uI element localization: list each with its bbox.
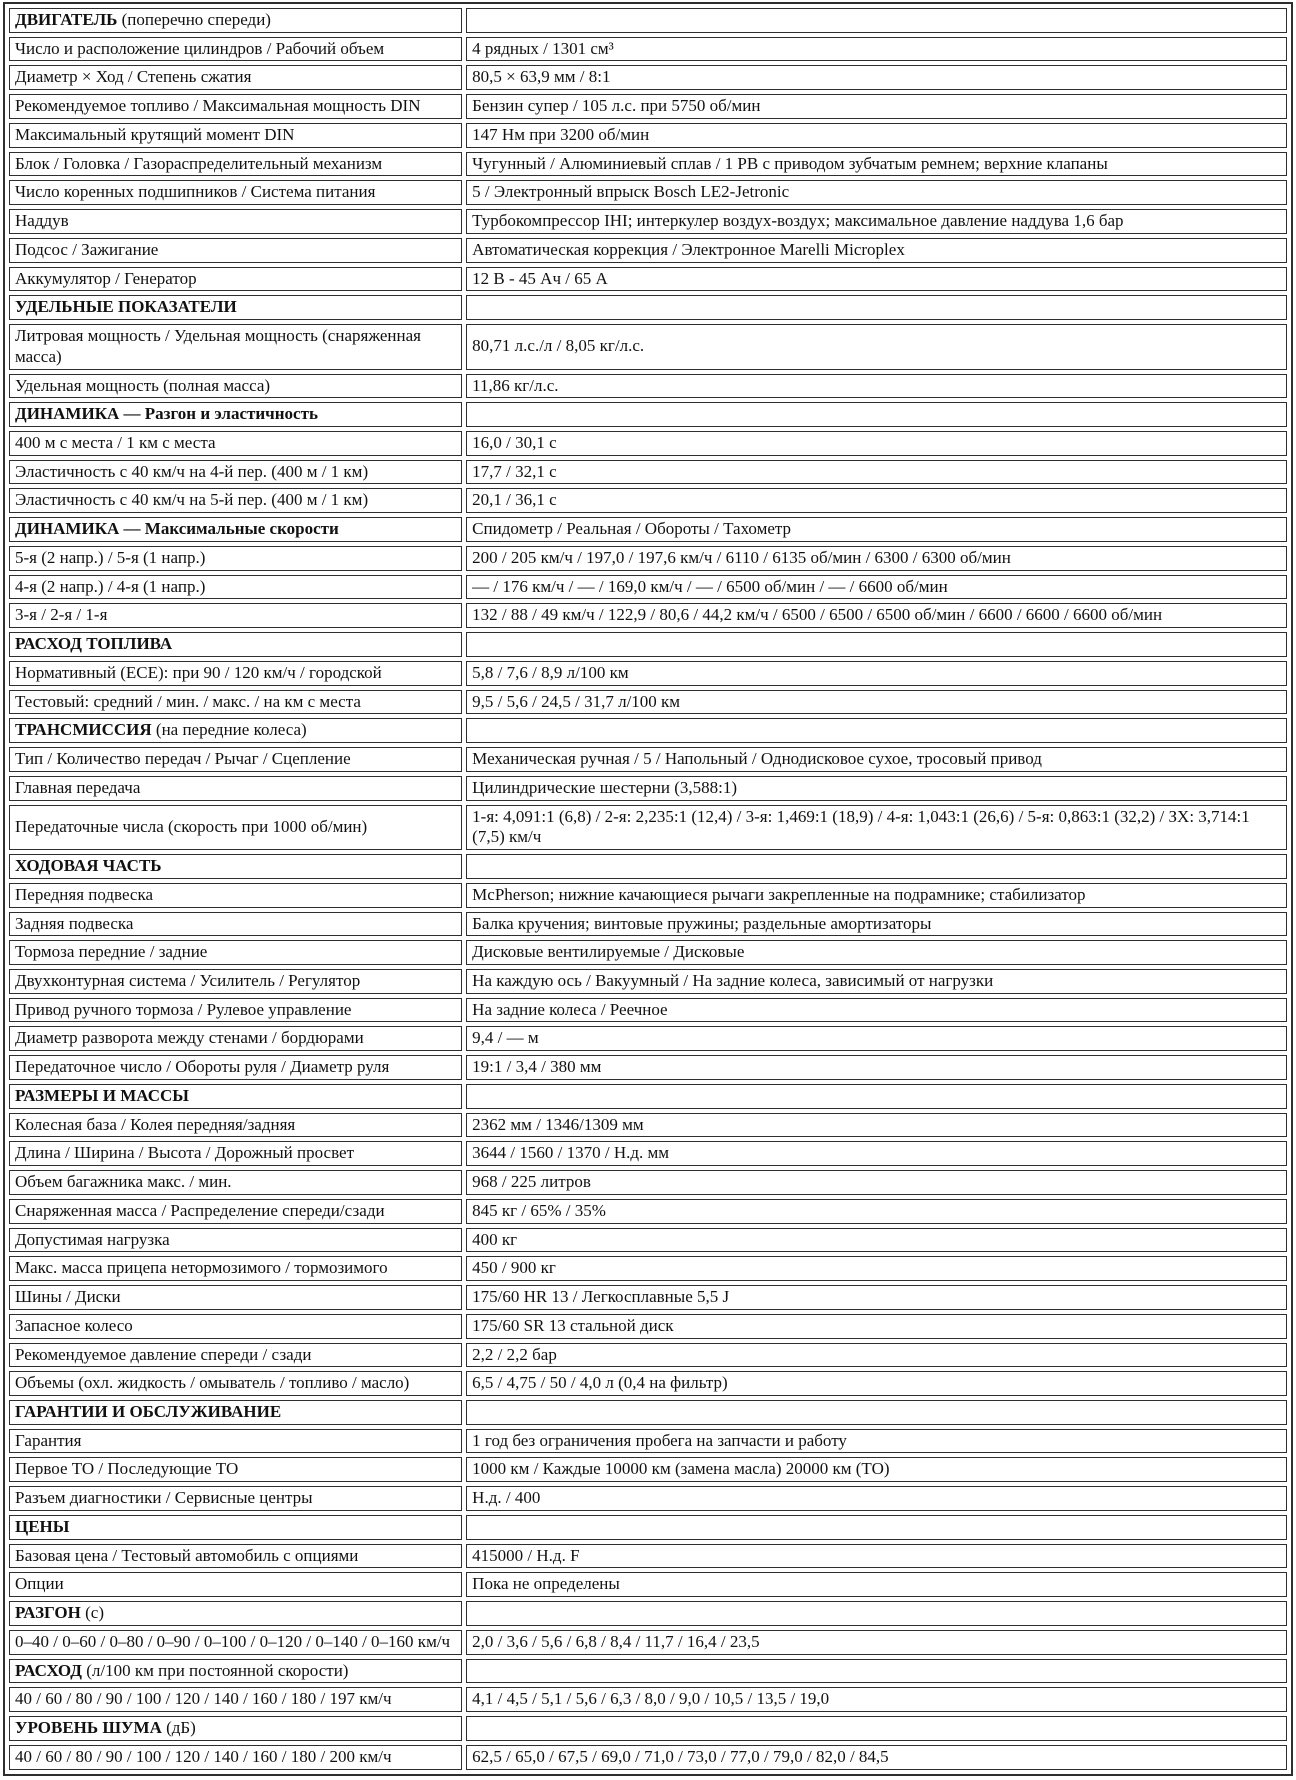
spec-value-cell — [466, 603, 1287, 628]
spec-value-text: 5 / Электронный впрыск Bosch LE2-Jetronic — [472, 182, 790, 202]
spec-value-cell — [466, 1572, 1287, 1597]
spec-label-cell — [9, 1371, 462, 1396]
spec-label-text: Тестовый: средний / мин. / макс. / на км с места — [15, 691, 361, 711]
spec-row — [9, 575, 1287, 600]
section-title-cell — [9, 402, 462, 427]
spec-row — [9, 661, 1287, 686]
spec-label-cell — [9, 1285, 462, 1310]
spec-row — [9, 431, 1287, 456]
spec-value-text: Бензин супер / 105 л.с. при 5750 об/мин — [472, 96, 761, 116]
spec-row — [9, 1572, 1287, 1597]
spec-row — [9, 883, 1287, 908]
section-title-text: РАЗМЕРЫ И МАССЫ — [15, 1085, 189, 1105]
spec-label-text: (л/100 км при постоянной скорости) — [81, 1660, 349, 1680]
spec-label-cell — [9, 776, 462, 801]
spec-value-text: 4 рядных / 1301 см³ — [472, 38, 614, 58]
spec-label-text: 4-я (2 напр.) / 4-я (1 напр.) — [15, 576, 206, 596]
spec-label-text: (на передние колеса) — [151, 720, 307, 740]
spec-label-cell — [9, 460, 462, 485]
spec-label-text: Объем багажника макс. / мин. — [15, 1172, 232, 1192]
spec-label-text: Число и расположение цилиндров / Рабочий объем — [15, 38, 385, 58]
spec-value-text: 200 / 205 км/ч / 197,0 / 197,6 км/ч / 6110 / 6135 об/мин / 6300 / 6300 об/мин — [472, 547, 1011, 567]
spec-value-text: 2,2 / 2,2 бар — [472, 1344, 557, 1364]
section-title-text: ГАРАНТИИ И ОБСЛУЖИВАНИЕ — [15, 1401, 282, 1421]
spec-value-cell — [466, 1141, 1287, 1166]
spec-table-body — [9, 8, 1287, 1770]
spec-row — [9, 603, 1287, 628]
spec-row — [9, 805, 1287, 850]
spec-value-text: McPherson; нижние качающиеся рычаги закрепленные на подрамнике; стабилизатор — [472, 884, 1086, 904]
spec-value-cell — [466, 1486, 1287, 1511]
spec-label-text: Подсос / Зажигание — [15, 239, 159, 259]
section-title-text: ДИНАМИКА — Разгон и эластичность — [15, 404, 318, 424]
spec-label-text: Шины / Диски — [15, 1287, 121, 1307]
spec-label-text: Нормативный (ECE): при 90 / 120 км/ч / городской — [15, 662, 382, 682]
section-title-text: РАСХОД — [15, 1660, 82, 1680]
spec-value-text: 20,1 / 36,1 с — [472, 490, 557, 510]
section-title-cell — [9, 1659, 462, 1684]
spec-value-cell — [466, 661, 1287, 686]
spec-value-text: 16,0 / 30,1 с — [472, 433, 557, 453]
spec-value-text: 1 год без ограничения пробега на запчасти и работу — [472, 1430, 847, 1450]
spec-row — [9, 1199, 1287, 1224]
spec-value-cell — [466, 632, 1287, 657]
spec-value-cell — [466, 1659, 1287, 1684]
spec-value-text: 2,0 / 3,6 / 5,6 / 6,8 / 8,4 / 11,7 / 16,4 / 23,5 — [472, 1631, 760, 1651]
spec-label-text: Передаточные числа (скорость при 1000 об/мин) — [15, 816, 368, 836]
spec-value-text: 9,5 / 5,6 / 24,5 / 31,7 л/100 км — [472, 691, 681, 711]
spec-label-text: Блок / Головка / Газораспределительный механизм — [15, 153, 383, 173]
spec-value-cell — [466, 1026, 1287, 1051]
section-title-cell — [9, 718, 462, 743]
spec-label-cell — [9, 1055, 462, 1080]
spec-label-text: Колесная база / Колея передняя/задняя — [15, 1114, 296, 1134]
spec-value-text: Балка кручения; винтовые пружины; раздельные амортизаторы — [472, 913, 932, 933]
spec-label-text: (дБ) — [161, 1718, 196, 1738]
section-header-row — [9, 854, 1287, 879]
section-title-text: ХОДОВАЯ ЧАСТЬ — [15, 856, 162, 876]
spec-label-text: Снаряженная масса / Распределение спереди/сзади — [15, 1200, 385, 1220]
spec-value-cell — [466, 690, 1287, 715]
spec-value-cell — [466, 940, 1287, 965]
section-header-row — [9, 718, 1287, 743]
spec-value-cell — [466, 37, 1287, 62]
spec-row — [9, 1630, 1287, 1655]
spec-value-cell — [466, 488, 1287, 513]
spec-row — [9, 1429, 1287, 1454]
section-title-cell — [9, 1716, 462, 1741]
spec-label-text: Эластичность с 40 км/ч на 4-й пер. (400 м / 1 км) — [15, 461, 369, 481]
spec-value-text: 9,4 / — м — [472, 1028, 539, 1048]
spec-value-cell — [466, 8, 1287, 33]
spec-label-cell — [9, 1429, 462, 1454]
spec-value-text: 4,1 / 4,5 / 5,1 / 5,6 / 6,3 / 8,0 / 9,0 / 10,5 / 13,5 / 19,0 — [472, 1689, 830, 1709]
spec-row — [9, 940, 1287, 965]
spec-value-cell — [466, 65, 1287, 90]
spec-label-text: 0–40 / 0–60 / 0–80 / 0–90 / 0–100 / 0–120 / 0–140 / 0–160 км/ч — [15, 1631, 451, 1651]
spec-label-cell — [9, 374, 462, 399]
spec-value-cell — [466, 1084, 1287, 1109]
spec-label-cell — [9, 661, 462, 686]
spec-row — [9, 1457, 1287, 1482]
spec-label-text: Рекомендуемое топливо / Максимальная мощность DIN — [15, 96, 421, 116]
spec-value-cell — [466, 546, 1287, 571]
spec-label-cell — [9, 267, 462, 292]
section-title-cell — [9, 632, 462, 657]
spec-label-text: Допустимая нагрузка — [15, 1229, 170, 1249]
section-title-cell — [9, 295, 462, 320]
section-title-text: УРОВЕНЬ ШУМА — [15, 1718, 162, 1738]
spec-row — [9, 1314, 1287, 1339]
spec-row — [9, 1745, 1287, 1770]
spec-value-cell — [466, 883, 1287, 908]
spec-label-text: 40 / 60 / 80 / 90 / 100 / 120 / 140 / 160 / 180 / 200 км/ч — [15, 1746, 392, 1766]
spec-label-cell — [9, 1199, 462, 1224]
spec-label-text: Первое ТО / Последующие ТО — [15, 1459, 239, 1479]
spec-label-cell — [9, 940, 462, 965]
spec-row — [9, 1285, 1287, 1310]
spec-label-text: Аккумулятор / Генератор — [15, 268, 197, 288]
spec-value-cell — [466, 1544, 1287, 1569]
spec-label-cell — [9, 238, 462, 263]
spec-value-cell — [466, 1314, 1287, 1339]
spec-label-cell — [9, 94, 462, 119]
spec-row — [9, 1055, 1287, 1080]
spec-label-cell — [9, 1314, 462, 1339]
spec-label-text: Макс. масса прицепа нетормозимого / тормозимого — [15, 1258, 388, 1278]
spec-value-cell — [466, 152, 1287, 177]
spec-value-cell — [466, 575, 1287, 600]
spec-label-text: 5-я (2 напр.) / 5-я (1 напр.) — [15, 547, 206, 567]
spec-label-text: Рекомендуемое давление спереди / сзади — [15, 1344, 312, 1364]
spec-label-cell — [9, 209, 462, 234]
spec-row — [9, 690, 1287, 715]
spec-value-cell — [466, 238, 1287, 263]
spec-value-cell — [466, 123, 1287, 148]
section-title-text: УДЕЛЬНЫЕ ПОКАЗАТЕЛИ — [15, 297, 237, 317]
spec-value-cell — [466, 912, 1287, 937]
spec-value-cell — [466, 1601, 1287, 1626]
spec-label-cell — [9, 1457, 462, 1482]
spec-row — [9, 747, 1287, 772]
spec-row — [9, 1486, 1287, 1511]
section-title-cell — [9, 1400, 462, 1425]
spec-row — [9, 123, 1287, 148]
section-title-text: РАЗГОН — [15, 1603, 81, 1623]
spec-value-cell — [466, 517, 1287, 542]
spec-value-cell — [466, 776, 1287, 801]
spec-value-text: Цилиндрические шестерни (3,588:1) — [472, 777, 738, 797]
spec-label-text: Гарантия — [15, 1430, 82, 1450]
spec-value-cell — [466, 1199, 1287, 1224]
spec-label-cell — [9, 180, 462, 205]
section-header-row — [9, 1601, 1287, 1626]
spec-row — [9, 488, 1287, 513]
spec-value-cell — [466, 402, 1287, 427]
spec-row — [9, 1371, 1287, 1396]
spec-label-text: 40 / 60 / 80 / 90 / 100 / 120 / 140 / 160 / 180 / 197 км/ч — [15, 1689, 392, 1709]
spec-label-text: (поперечно спереди) — [117, 10, 271, 29]
spec-value-text: 175/60 HR 13 / Легкосплавные 5,5 J — [472, 1287, 730, 1307]
spec-row — [9, 969, 1287, 994]
section-header-row — [9, 1400, 1287, 1425]
car-spec-table — [3, 2, 1293, 1776]
spec-value-text: 450 / 900 кг — [472, 1258, 556, 1278]
spec-label-text: Главная передача — [15, 777, 141, 797]
spec-value-cell — [466, 1228, 1287, 1253]
spec-label-text: Двухконтурная система / Усилитель / Регулятор — [15, 970, 361, 990]
spec-label-text: Разъем диагностики / Сервисные центры — [15, 1488, 313, 1508]
spec-row — [9, 1687, 1287, 1712]
spec-value-text: Турбокомпрессор IHI; интеркулер воздух-воздух; максимальное давление наддува 1,6 бар — [472, 211, 1124, 231]
section-header-row — [9, 1515, 1287, 1540]
spec-value-text: 845 кг / 65% / 35% — [472, 1200, 606, 1220]
spec-label-text: Максимальный крутящий момент DIN — [15, 124, 295, 144]
section-title-cell — [9, 517, 462, 542]
spec-row — [9, 998, 1287, 1023]
spec-value-text: Пока не определены — [472, 1574, 620, 1594]
spec-value-cell — [466, 1371, 1287, 1396]
spec-value-text: — / 176 км/ч / — / 169,0 км/ч / — / 6500 об/мин / — / 6600 об/мин — [472, 576, 948, 596]
spec-row — [9, 65, 1287, 90]
section-title-text: РАСХОД ТОПЛИВА — [15, 634, 173, 654]
spec-value-text: 80,71 л.с./л / 8,05 кг/л.с. — [472, 336, 645, 356]
spec-value-cell — [466, 1400, 1287, 1425]
spec-label-cell — [9, 575, 462, 600]
section-title-cell — [9, 1084, 462, 1109]
spec-label-cell — [9, 690, 462, 715]
spec-value-cell — [466, 1457, 1287, 1482]
spec-value-cell — [466, 1515, 1287, 1540]
spec-value-text: 12 В - 45 Ач / 65 А — [472, 268, 608, 288]
section-header-row — [9, 295, 1287, 320]
spec-label-cell — [9, 324, 462, 369]
spec-value-text: 968 / 225 литров — [472, 1172, 591, 1192]
spec-label-text: 400 м с места / 1 км с места — [15, 433, 216, 453]
section-title-text: ЦЕНЫ — [15, 1516, 70, 1536]
spec-label-text: Диаметр × Ход / Степень сжатия — [15, 67, 252, 87]
spec-row — [9, 1113, 1287, 1138]
spec-label-cell — [9, 805, 462, 850]
spec-value-cell — [466, 94, 1287, 119]
section-header-row — [9, 517, 1287, 542]
spec-label-cell — [9, 1630, 462, 1655]
spec-row — [9, 1141, 1287, 1166]
spec-label-text: Литровая мощность / Удельная мощность (снаряженная масса) — [15, 326, 421, 366]
spec-value-text: 19:1 / 3,4 / 380 мм — [472, 1057, 602, 1077]
spec-value-cell — [466, 1687, 1287, 1712]
spec-label-text: Опции — [15, 1574, 64, 1594]
spec-label-text: Базовая цена / Тестовый автомобиль с опциями — [15, 1545, 359, 1565]
spec-value-cell — [466, 267, 1287, 292]
spec-label-cell — [9, 1687, 462, 1712]
spec-label-cell — [9, 488, 462, 513]
spec-value-text: 132 / 88 / 49 км/ч / 122,9 / 80,6 / 44,2 км/ч / 6500 / 6500 / 6500 об/мин / 6600 / 6600 / 6600 об/мин — [472, 605, 1163, 625]
spec-label-text: Тип / Количество передач / Рычаг / Сцепление — [15, 749, 351, 769]
spec-value-cell — [466, 374, 1287, 399]
section-header-row — [9, 8, 1287, 33]
spec-label-cell — [9, 431, 462, 456]
spec-value-text: Спидометр / Реальная / Обороты / Тахометр — [472, 519, 792, 539]
spec-value-text: На задние колеса / Реечное — [472, 999, 668, 1019]
spec-row — [9, 1544, 1287, 1569]
spec-value-text: Дисковые вентилируемые / Дисковые — [472, 942, 745, 962]
spec-label-text: Наддув — [15, 211, 69, 231]
spec-label-text: Эластичность с 40 км/ч на 5-й пер. (400 м / 1 км) — [15, 490, 369, 510]
section-header-row — [9, 1084, 1287, 1109]
spec-value-cell — [466, 209, 1287, 234]
spec-label-cell — [9, 1745, 462, 1770]
spec-label-cell — [9, 1228, 462, 1253]
spec-label-cell — [9, 1572, 462, 1597]
spec-row — [9, 546, 1287, 571]
spec-label-text: Привод ручного тормоза / Рулевое управление — [15, 999, 352, 1019]
spec-label-text: Удельная мощность (полная масса) — [15, 375, 271, 395]
spec-value-cell — [466, 1170, 1287, 1195]
spec-label-text: (с) — [80, 1603, 104, 1623]
spec-value-text: 11,86 кг/л.с. — [472, 375, 559, 395]
spec-value-text: Н.д. / 400 — [472, 1488, 541, 1508]
spec-value-cell — [466, 460, 1287, 485]
spec-value-text: 400 кг — [472, 1229, 518, 1249]
section-title-cell — [9, 854, 462, 879]
spec-value-cell — [466, 180, 1287, 205]
section-title-cell — [9, 1601, 462, 1626]
spec-value-text: 1-я: 4,091:1 (6,8) / 2-я: 2,235:1 (12,4) / 3-я: 1,469:1 (18,9) / 4-я: 1,043:1 (26,6) / 5-я: 0,863:1 (32,2) / ЗХ: 3,714:1 (7,5) км/ч — [472, 806, 1250, 847]
section-header-row — [9, 1716, 1287, 1741]
section-title-cell — [9, 8, 462, 33]
spec-row — [9, 1228, 1287, 1253]
spec-label-text: Диаметр разворота между стенами / бордюрами — [15, 1028, 364, 1048]
spec-row — [9, 1256, 1287, 1281]
spec-label-cell — [9, 912, 462, 937]
spec-value-cell — [466, 1055, 1287, 1080]
spec-label-cell — [9, 969, 462, 994]
spec-row — [9, 374, 1287, 399]
spec-label-text: Запасное колесо — [15, 1315, 133, 1335]
section-title-text: ТРАНСМИССИЯ — [15, 720, 152, 740]
spec-value-text: 17,7 / 32,1 с — [472, 461, 557, 481]
spec-row — [9, 460, 1287, 485]
spec-label-cell — [9, 883, 462, 908]
spec-row — [9, 37, 1287, 62]
spec-label-cell — [9, 1113, 462, 1138]
spec-value-cell — [466, 1630, 1287, 1655]
spec-value-cell — [466, 1745, 1287, 1770]
spec-label-text: Длина / Ширина / Высота / Дорожный просвет — [15, 1143, 354, 1163]
spec-row — [9, 1170, 1287, 1195]
spec-row — [9, 209, 1287, 234]
spec-label-cell — [9, 1141, 462, 1166]
spec-label-cell — [9, 1026, 462, 1051]
spec-label-text: Передняя подвеска — [15, 884, 154, 904]
spec-value-cell — [466, 1343, 1287, 1368]
spec-label-cell — [9, 1544, 462, 1569]
spec-value-cell — [466, 1113, 1287, 1138]
spec-label-cell — [9, 1256, 462, 1281]
spec-value-text: 415000 / Н.д. F — [472, 1545, 580, 1565]
section-title-text: ДИНАМИКА — Максимальные скорости — [15, 519, 339, 539]
spec-label-cell — [9, 152, 462, 177]
spec-value-cell — [466, 324, 1287, 369]
spec-value-text: Автоматическая коррекция / Электронное Marelli Microplex — [472, 239, 905, 259]
spec-value-text: 1000 км / Каждые 10000 км (замена масла) 20000 км (ТО) — [472, 1459, 890, 1479]
spec-label-cell — [9, 1486, 462, 1511]
spec-label-text: 3-я / 2-я / 1-я — [15, 605, 108, 625]
spec-value-text: 62,5 / 65,0 / 67,5 / 69,0 / 71,0 / 73,0 / 77,0 / 79,0 / 82,0 / 84,5 — [472, 1746, 889, 1766]
spec-label-cell — [9, 1343, 462, 1368]
spec-value-cell — [466, 805, 1287, 850]
spec-value-text: 175/60 SR 13 стальной диск — [472, 1315, 674, 1335]
spec-row — [9, 152, 1287, 177]
spec-row — [9, 267, 1287, 292]
spec-value-cell — [466, 1716, 1287, 1741]
spec-label-text: Передаточное число / Обороты руля / Диаметр руля — [15, 1057, 390, 1077]
section-header-row — [9, 632, 1287, 657]
spec-value-cell — [466, 854, 1287, 879]
spec-row — [9, 776, 1287, 801]
spec-value-cell — [466, 1256, 1287, 1281]
spec-value-cell — [466, 718, 1287, 743]
spec-value-cell — [466, 295, 1287, 320]
spec-value-cell — [466, 431, 1287, 456]
spec-row — [9, 180, 1287, 205]
spec-label-text: Задняя подвеска — [15, 913, 134, 933]
spec-label-cell — [9, 1170, 462, 1195]
spec-value-text: 2362 мм / 1346/1309 мм — [472, 1114, 644, 1134]
section-header-row — [9, 1659, 1287, 1684]
spec-value-cell — [466, 747, 1287, 772]
spec-value-cell — [466, 998, 1287, 1023]
spec-label-cell — [9, 603, 462, 628]
spec-label-cell — [9, 998, 462, 1023]
spec-value-text: Механическая ручная / 5 / Напольный / Однодисковое сухое, тросовый привод — [472, 749, 1042, 769]
spec-row — [9, 912, 1287, 937]
spec-label-text: Тормоза передние / задние — [15, 942, 208, 962]
spec-label-text: Число коренных подшипников / Система питания — [15, 182, 376, 202]
spec-value-text: На каждую ось / Вакуумный / На задние колеса, зависимый от нагрузки — [472, 970, 994, 990]
section-title-text: ДВИГАТЕЛЬ — [15, 10, 118, 29]
section-header-row — [9, 402, 1287, 427]
spec-label-cell — [9, 123, 462, 148]
spec-row — [9, 94, 1287, 119]
spec-label-text: Объемы (охл. жидкость / омыватель / топливо / масло) — [15, 1373, 410, 1393]
spec-row — [9, 1026, 1287, 1051]
spec-label-cell — [9, 37, 462, 62]
spec-value-text: 147 Нм при 3200 об/мин — [472, 124, 650, 144]
spec-value-text: 6,5 / 4,75 / 50 / 4,0 л (0,4 на фильтр) — [472, 1373, 728, 1393]
spec-value-cell — [466, 1429, 1287, 1454]
section-title-cell — [9, 1515, 462, 1540]
spec-label-cell — [9, 747, 462, 772]
spec-value-cell — [466, 969, 1287, 994]
spec-value-text: 3644 / 1560 / 1370 / Н.д. мм — [472, 1143, 670, 1163]
spec-row — [9, 238, 1287, 263]
spec-label-cell — [9, 546, 462, 571]
spec-row — [9, 324, 1287, 369]
spec-value-text: 5,8 / 7,6 / 8,9 л/100 км — [472, 662, 629, 682]
spec-label-cell — [9, 65, 462, 90]
spec-value-cell — [466, 1285, 1287, 1310]
spec-row — [9, 1343, 1287, 1368]
spec-value-text: 80,5 × 63,9 мм / 8:1 — [472, 67, 611, 87]
spec-value-text: Чугунный / Алюминиевый сплав / 1 РВ с приводом зубчатым ремнем; верхние клапаны — [472, 153, 1108, 173]
